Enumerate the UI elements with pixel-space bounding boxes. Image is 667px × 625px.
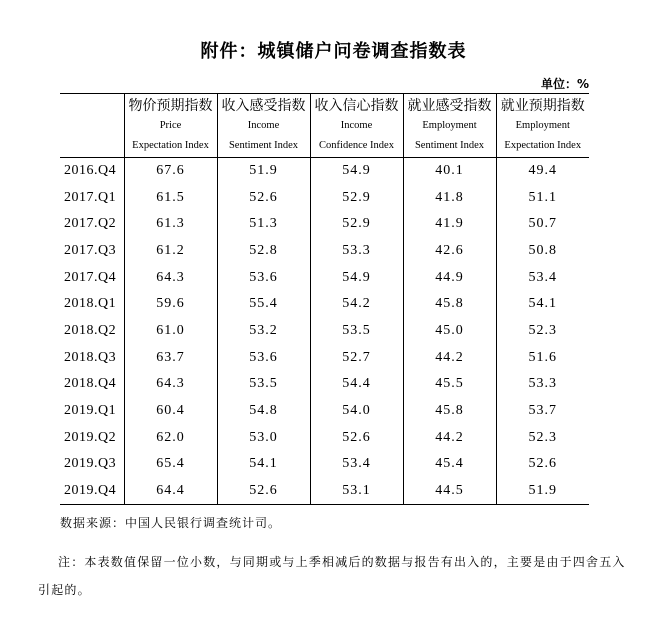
value-cell: 53.6 (217, 344, 310, 371)
value-cell: 54.9 (310, 158, 403, 185)
value-cell: 54.8 (217, 398, 310, 425)
index-table (60, 93, 589, 505)
table-row (60, 264, 589, 291)
column-header-en1: Income (340, 120, 373, 131)
value-cell: 45.4 (403, 451, 496, 478)
value-cell: 61.5 (124, 184, 217, 211)
value-cell: 53.1 (310, 478, 403, 505)
table-row (60, 424, 589, 451)
value-cell: 52.6 (310, 424, 403, 451)
value-cell: 45.8 (403, 398, 496, 425)
period-cell: 2016.Q4 (64, 163, 117, 179)
period-cell: 2019.Q1 (64, 403, 117, 419)
value-cell: 53.2 (217, 318, 310, 345)
column-header-cn: 就业预期指数 (500, 98, 585, 114)
unit-label: 单位：% (540, 77, 589, 91)
value-cell: 54.0 (310, 398, 403, 425)
table-row (60, 478, 589, 505)
value-cell: 44.2 (403, 344, 496, 371)
value-cell: 53.3 (310, 238, 403, 265)
value-cell: 40.1 (403, 158, 496, 185)
value-cell: 53.3 (496, 371, 589, 398)
value-cell: 60.4 (124, 398, 217, 425)
column-header (124, 94, 217, 158)
table-body (60, 158, 589, 505)
value-cell: 64.3 (124, 264, 217, 291)
column-header (496, 94, 589, 158)
value-cell: 53.0 (217, 424, 310, 451)
column-header (310, 94, 403, 158)
period-cell: 2018.Q3 (64, 349, 117, 365)
table-row (60, 238, 589, 265)
column-header-en2: Confidence Index (319, 140, 394, 151)
value-cell: 55.4 (217, 291, 310, 318)
value-cell: 62.0 (124, 424, 217, 451)
period-cell: 2019.Q3 (64, 456, 117, 472)
value-cell: 45.5 (403, 371, 496, 398)
value-cell: 51.9 (217, 158, 310, 185)
table-row (60, 158, 589, 185)
value-cell: 44.9 (403, 264, 496, 291)
table-row (60, 371, 589, 398)
value-cell: 52.3 (496, 424, 589, 451)
value-cell: 53.5 (217, 371, 310, 398)
table-row (60, 398, 589, 425)
value-cell: 44.5 (403, 478, 496, 505)
column-header-cn: 就业感受指数 (407, 98, 492, 114)
value-cell: 53.4 (496, 264, 589, 291)
table-row (60, 184, 589, 211)
column-header-en2: Sentiment Index (228, 140, 299, 151)
period-cell: 2018.Q1 (64, 296, 117, 312)
value-cell: 61.0 (124, 318, 217, 345)
table-row (60, 451, 589, 478)
table-row (60, 211, 589, 238)
column-header-en1: Income (247, 120, 280, 131)
column-header-en1: Price (159, 120, 182, 131)
data-source: 数据来源：中国人民银行调查统计司。 (60, 516, 282, 530)
period-cell: 2017.Q1 (64, 189, 117, 205)
table-row (60, 344, 589, 371)
column-header-cn: 收入信心指数 (314, 98, 399, 114)
column-header (403, 94, 496, 158)
table-row (60, 291, 589, 318)
value-cell: 64.3 (124, 371, 217, 398)
value-cell: 51.6 (496, 344, 589, 371)
value-cell: 53.4 (310, 451, 403, 478)
value-cell: 61.3 (124, 211, 217, 238)
period-cell: 2018.Q4 (64, 376, 117, 392)
value-cell: 52.6 (496, 451, 589, 478)
value-cell: 41.8 (403, 184, 496, 211)
value-cell: 42.6 (403, 238, 496, 265)
value-cell: 63.7 (124, 344, 217, 371)
value-cell: 53.7 (496, 398, 589, 425)
value-cell: 65.4 (124, 451, 217, 478)
value-cell: 45.0 (403, 318, 496, 345)
value-cell: 54.4 (310, 371, 403, 398)
value-cell: 54.2 (310, 291, 403, 318)
column-header-en2: Expectation Index (504, 140, 582, 151)
period-cell: 2019.Q2 (64, 429, 117, 445)
value-cell: 44.2 (403, 424, 496, 451)
column-header (217, 94, 310, 158)
value-cell: 52.9 (310, 184, 403, 211)
value-cell: 50.8 (496, 238, 589, 265)
value-cell: 64.4 (124, 478, 217, 505)
value-cell: 52.9 (310, 211, 403, 238)
value-cell: 45.8 (403, 291, 496, 318)
value-cell: 52.6 (217, 184, 310, 211)
value-cell: 52.8 (217, 238, 310, 265)
column-header-en2: Expectation Index (132, 140, 209, 151)
value-cell: 52.6 (217, 478, 310, 505)
period-cell: 2018.Q2 (64, 322, 117, 338)
table-row (60, 318, 589, 345)
value-cell: 54.1 (217, 451, 310, 478)
column-header-en1: Employment (515, 120, 570, 131)
value-cell: 52.3 (496, 318, 589, 345)
header-row (60, 94, 589, 158)
value-cell: 54.9 (310, 264, 403, 291)
value-cell: 49.4 (496, 158, 589, 185)
footnote: 注：本表数值保留一位小数，与同期或与上季相减后的数据与报告有出入的，主要是由于四舍五入引起的。 (38, 555, 626, 597)
header-corner (60, 94, 124, 158)
value-cell: 53.6 (217, 264, 310, 291)
value-cell: 67.6 (124, 158, 217, 185)
column-header-cn: 物价预期指数 (128, 98, 213, 114)
period-cell: 2019.Q4 (60, 478, 124, 505)
value-cell: 61.2 (124, 238, 217, 265)
value-cell: 51.1 (496, 184, 589, 211)
column-header-en1: Employment (422, 120, 477, 131)
column-header-en2: Sentiment Index (414, 140, 485, 151)
value-cell: 53.5 (310, 318, 403, 345)
value-cell: 51.3 (217, 211, 310, 238)
value-cell: 59.6 (124, 291, 217, 318)
value-cell: 54.1 (496, 291, 589, 318)
value-cell: 52.7 (310, 344, 403, 371)
column-header-cn: 收入感受指数 (221, 98, 306, 114)
period-cell: 2017.Q4 (64, 269, 117, 285)
value-cell: 50.7 (496, 211, 589, 238)
period-cell: 2017.Q2 (64, 216, 117, 232)
value-cell: 51.9 (496, 478, 589, 505)
value-cell: 41.9 (403, 211, 496, 238)
page-title: 附件：城镇储户问卷调查指数表 (200, 41, 467, 62)
period-cell: 2017.Q3 (64, 242, 117, 258)
